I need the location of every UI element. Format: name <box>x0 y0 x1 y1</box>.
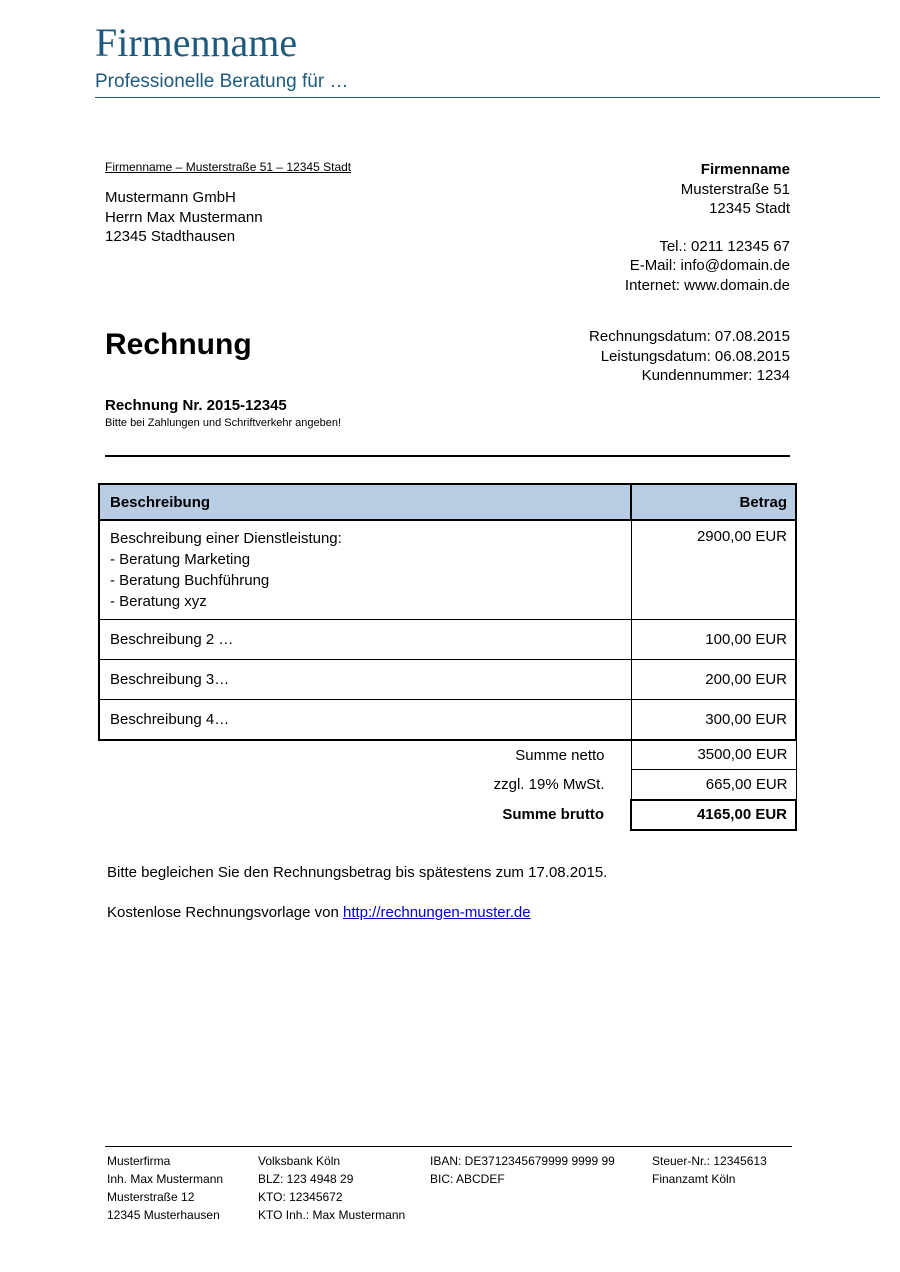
item-description: Beschreibung 4… <box>99 700 631 740</box>
footer-line: Volksbank Köln <box>258 1154 341 1168</box>
header-divider <box>95 97 880 98</box>
invoice-date: Rechnungsdatum: 07.08.2015 <box>589 328 790 345</box>
summary-row-netto <box>99 740 796 770</box>
page-title: Rechnung <box>105 328 252 361</box>
item-amount: 200,00 EUR <box>631 660 796 700</box>
recipient-name: Mustermann GmbH <box>105 189 236 206</box>
table-row <box>99 520 796 620</box>
company-email: E-Mail: info@domain.de <box>629 257 790 274</box>
invoice-number: Rechnung Nr. 2015-12345 <box>105 397 287 414</box>
company-tagline: Professionelle Beratung für … <box>95 71 349 92</box>
footer-line: KTO: 12345672 <box>258 1190 343 1204</box>
template-credit-text: Kostenlose Rechnungsvorlage von <box>107 904 343 921</box>
footer-line: 12345 Musterhausen <box>107 1208 220 1222</box>
footer-line: BIC: ABCDEF <box>430 1172 505 1186</box>
footer-divider <box>105 1146 792 1147</box>
template-link[interactable]: http://rechnungen-muster.de <box>343 904 531 921</box>
footer-line: Inh. Max Mustermann <box>107 1172 224 1186</box>
recipient-address-block <box>105 188 263 247</box>
footer-line: KTO Inh.: Max Mustermann <box>258 1208 406 1222</box>
footer-line: Musterstraße 12 <box>107 1190 195 1204</box>
footer-line: Musterfirma <box>107 1154 171 1168</box>
item-description: Beschreibung 3… <box>99 660 631 700</box>
recipient-contact: Herrn Max Mustermann <box>105 208 263 226</box>
item-amount: 2900,00 EUR <box>631 520 796 620</box>
summary-amount: 4165,00 EUR <box>631 800 796 830</box>
footer-company-column <box>107 1152 223 1224</box>
payment-instruction: Bitte begleichen Sie den Rechnungsbetrag bis spätestens zum 17.08.2015. <box>107 864 608 881</box>
col-header-amount: Betrag <box>631 484 796 520</box>
footer-line: Steuer-Nr.: 12345613 <box>652 1154 767 1168</box>
item-amount: 100,00 EUR <box>631 620 796 660</box>
service-date: Leistungsdatum: 06.08.2015 <box>600 347 790 365</box>
col-header-description: Beschreibung <box>99 484 631 520</box>
summary-amount: 665,00 EUR <box>631 770 796 800</box>
summary-label: Summe brutto <box>502 806 604 823</box>
table-row <box>99 660 796 700</box>
invoice-meta-block <box>589 327 790 386</box>
recipient-city: 12345 Stadthausen <box>105 228 236 245</box>
footer-bank-column <box>258 1152 405 1224</box>
section-divider <box>105 455 790 457</box>
company-phone: Tel.: 0211 12345 67 <box>659 237 790 255</box>
item-description: Beschreibung 2 … <box>99 620 631 660</box>
footer-tax-column <box>652 1152 767 1188</box>
footer-line: Finanzamt Köln <box>652 1172 736 1186</box>
table-header-row <box>99 484 796 520</box>
footer-line: BLZ: 123 4948 29 <box>258 1172 354 1186</box>
footer-line: IBAN: DE3712345679999 9999 99 <box>430 1154 615 1168</box>
item-description-line: - Beratung Marketing <box>110 551 251 568</box>
company-contact-block <box>625 160 790 295</box>
company-city: 12345 Stadt <box>709 200 790 217</box>
summary-amount: 3500,00 EUR <box>631 740 796 770</box>
line-items-table <box>98 483 797 831</box>
item-description <box>99 520 631 620</box>
page-header <box>95 20 880 94</box>
footer-iban-column <box>430 1152 615 1188</box>
company-logo-text: Firmenname <box>95 20 298 65</box>
summary-row-mwst <box>99 770 796 800</box>
invoice-number-block <box>105 397 341 429</box>
summary-label: zzgl. 19% MwSt. <box>493 776 605 793</box>
item-description-line: - Beratung Buchführung <box>110 572 270 589</box>
company-website: Internet: www.domain.de <box>624 276 790 294</box>
customer-number: Kundennummer: 1234 <box>641 367 790 384</box>
table-row <box>99 620 796 660</box>
invoice-number-note: Bitte bei Zahlungen und Schriftverkehr angeben! <box>105 417 342 429</box>
company-street: Musterstraße 51 <box>680 180 790 198</box>
summary-label: Summe netto <box>515 746 605 764</box>
company-name: Firmenname <box>700 161 790 178</box>
table-row <box>99 700 796 740</box>
sender-address-line: Firmenname – Musterstraße 51 – 12345 Stadt <box>105 160 352 174</box>
summary-row-brutto <box>99 800 796 830</box>
item-description-line: - Beratung xyz <box>110 593 207 610</box>
item-description-line: Beschreibung einer Dienstleistung: <box>110 530 342 547</box>
line-items-section <box>98 483 797 831</box>
item-amount: 300,00 EUR <box>631 700 796 740</box>
template-credit-line <box>107 904 531 921</box>
